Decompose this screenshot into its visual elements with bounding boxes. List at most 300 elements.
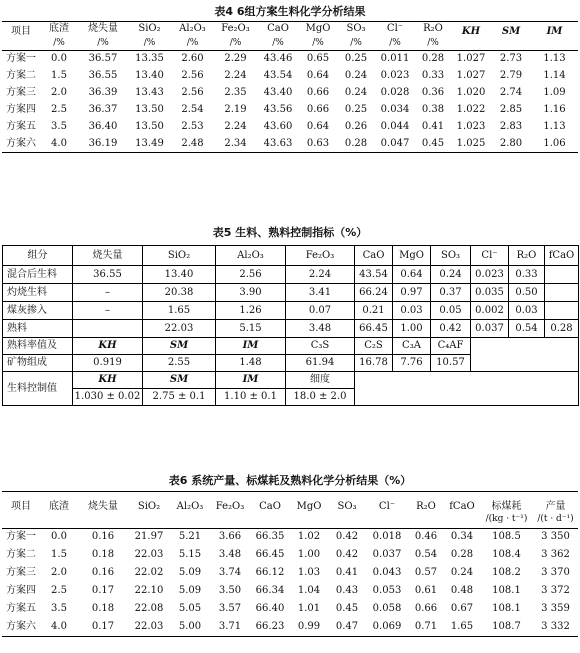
table4-cell: 36.37 (88, 104, 118, 115)
table6-header-unit (170, 512, 210, 528)
table6-header-unit: /(t · d⁻¹) (533, 512, 578, 528)
table4-cell: 2.85 (499, 104, 523, 115)
table5-ratio-value: 16.78 (355, 355, 393, 372)
table5-control-header: IM (216, 372, 286, 389)
table5-cell: 2.56 (216, 266, 286, 284)
table6-cell: 0.058 (372, 603, 402, 614)
table5-header-cell: 烧失量 (73, 246, 143, 266)
table6-row (2, 600, 578, 618)
table4-header-cell: IM (531, 22, 578, 37)
table6-scheme-label: 方案六 (2, 618, 40, 636)
table6-cell: 108.7 (480, 618, 533, 636)
table4-row (2, 85, 578, 102)
table5-header-cell: CaO (355, 246, 393, 266)
table4-cell: 0.044 (380, 121, 410, 132)
table4-cell: 1.06 (531, 136, 578, 153)
table4-cell: 0.28 (337, 136, 375, 153)
table4-header-cell: KH (451, 22, 491, 37)
table5-cell: 0.21 (355, 302, 393, 320)
table6-header-unit (290, 512, 328, 528)
table6-row (2, 546, 578, 564)
table5-cell: 66.24 (355, 284, 393, 302)
table5-empty-cell (355, 372, 579, 406)
table4-cell: 0.65 (306, 53, 330, 65)
table4-header-unit: /% (128, 37, 171, 51)
table4-cell: 2.53 (181, 121, 204, 132)
table4-cell: 1.13 (543, 53, 566, 65)
table6-caption: 表6 系统产量、标煤耗及熟料化学分析结果（%） (168, 474, 412, 487)
table4-cell: 2.56 (181, 70, 204, 81)
table6-cell: 5.09 (178, 585, 202, 596)
table4-cell: 0.25 (344, 104, 368, 115)
table5-caption: 表5 生料、熟料控制指标（%） (212, 226, 368, 239)
table4-caption: 表4 6组方案生料化学分析结果 (214, 5, 366, 18)
table6-cell: 0.71 (408, 618, 444, 636)
table4-cell: 2.83 (499, 121, 523, 132)
table4-cell: 2.60 (181, 53, 204, 65)
table4-scheme-label: 方案二 (6, 70, 36, 81)
table5-ratio-header: SM (143, 338, 216, 355)
table6-row (2, 582, 578, 600)
table4-cell: 2.79 (499, 70, 523, 81)
table6-cell: 66.34 (255, 585, 285, 596)
table5-ratio-value: 0.919 (73, 355, 143, 372)
table6-cell: 2.0 (51, 567, 67, 578)
table5-cell: 0.97 (393, 284, 431, 302)
table6-header-cell: Al₂O₃ (170, 492, 210, 513)
table5-cell: 2.24 (286, 266, 355, 284)
table5-ratio-header-row (3, 338, 579, 355)
table5-ratio-value: 2.55 (143, 355, 216, 372)
table5-ratio-header: C₃S (286, 338, 355, 355)
table6-cell: 3 332 (533, 618, 578, 636)
table6-cell: 0.018 (372, 531, 402, 543)
table5-header-cell: Fe₂O₃ (286, 246, 355, 266)
table6-cell: 1.04 (297, 585, 321, 596)
table6-cell: 0.48 (450, 585, 474, 596)
table4-scheme-label: 方案三 (6, 87, 36, 98)
table6-cell: 3 370 (541, 567, 570, 578)
table6-cell: 3.66 (218, 531, 242, 543)
table6-cell: 0.54 (414, 549, 438, 560)
table5-ratio-header: C₂S (355, 338, 393, 355)
table4-header-cell: R₂O (415, 22, 451, 37)
table6-header-cell: 产量 (533, 492, 578, 513)
table5-cell: 0.035 (471, 284, 509, 302)
table5-ratio-value: 7.76 (393, 355, 431, 372)
table5-cell: 3.48 (286, 320, 355, 338)
table6-cell: 0.043 (372, 567, 402, 578)
table5-row-label: 煤灰掺入 (3, 302, 73, 320)
table4-header-row (2, 22, 578, 37)
table4-header-cell: 底渣 (40, 22, 78, 37)
table6-cell: 108.1 (492, 603, 521, 614)
table5-cell: 0.03 (393, 302, 431, 320)
table6-header-unit (2, 512, 40, 528)
table4-row (2, 68, 578, 85)
table6-cell: 22.10 (134, 585, 164, 596)
table6-cell: 0.45 (335, 603, 359, 614)
table6-cell: 1.01 (297, 603, 321, 614)
table6-scheme-label: 方案四 (6, 585, 36, 596)
table4-cell: 0.63 (299, 136, 337, 153)
table4-cell: 0.38 (421, 104, 445, 115)
table4-cell: 1.027 (456, 70, 486, 81)
table4-cell: 1.020 (456, 87, 486, 98)
table4-cell: 43.54 (263, 70, 293, 81)
table4-cell: 2.24 (224, 121, 247, 132)
table6-cell: 5.09 (178, 567, 202, 578)
table4-header-unit: /% (171, 37, 214, 51)
table4-header-cell: Cl⁻ (375, 22, 415, 37)
table6-cell: 1.00 (297, 549, 321, 560)
table6-cell: 66.40 (255, 603, 285, 614)
table6-cell: 3 350 (541, 531, 570, 543)
table4-cell: 0.41 (421, 121, 445, 132)
table6-cell: 22.02 (134, 567, 164, 578)
table4-header-unit (2, 37, 40, 51)
table4-cell: 1.09 (543, 87, 566, 98)
table6-cell: 3.5 (51, 603, 67, 614)
table6-row (2, 564, 578, 582)
table6-header-cell: MgO (290, 492, 328, 513)
table5-row (3, 302, 579, 320)
table6-cell: 0.18 (91, 603, 115, 614)
table4-scheme-label: 方案五 (6, 121, 36, 132)
table4-row (2, 51, 578, 68)
table5-control-header: KH (73, 372, 143, 389)
table6-cell: 3.71 (210, 618, 250, 636)
table5-cell: – (73, 284, 143, 302)
table4-cell: 36.57 (88, 53, 118, 65)
table4-header-cell: SO₃ (337, 22, 375, 37)
table5-empty-cell (471, 338, 579, 372)
table6-cell: 0.67 (450, 603, 474, 614)
table4-header-unit: /% (40, 37, 78, 51)
table5-ratio-value: 10.57 (431, 355, 471, 372)
table4-cell: 3.5 (51, 121, 67, 132)
table6-cell: 0.28 (450, 549, 474, 560)
table4-cell: 0.64 (306, 70, 330, 81)
table6-cell: 1.03 (297, 567, 321, 578)
table6-header-cell: 烧失量 (78, 492, 128, 513)
table5-cell: 1.65 (143, 302, 216, 320)
table6-cell: 0.053 (372, 585, 402, 596)
table4-cell: 2.48 (171, 136, 214, 153)
table6-cell: 3.74 (218, 567, 242, 578)
table5-row (3, 266, 579, 284)
table5-control-label: 生料控制值 (3, 372, 73, 406)
table4-cell: 43.56 (263, 104, 293, 115)
table5-header-cell: MgO (393, 246, 431, 266)
table4-cell: 0.047 (375, 136, 415, 153)
table6-cell: 0.037 (372, 549, 402, 560)
table4-cell: 2.34 (214, 136, 257, 153)
table4-cell: 13.40 (135, 70, 164, 81)
table4-cell: 4.0 (40, 136, 78, 153)
table6-header-cell: Fe₂O₃ (210, 492, 250, 513)
table4-header-unit: /% (299, 37, 337, 51)
table4-header-cell: Fe₂O₃ (214, 22, 257, 37)
table6-cell: 22.08 (134, 603, 164, 614)
table5-ratio-label: 矿物组成 (3, 355, 73, 372)
table4-cell: 43.63 (257, 136, 299, 153)
table4-scheme-label: 方案一 (6, 53, 36, 65)
table4-cell: 2.74 (499, 87, 523, 98)
table4-cell: 0.011 (380, 53, 410, 65)
table4-cell: 13.43 (135, 87, 164, 98)
table4-header-cell: Al₂O₃ (171, 22, 214, 37)
table5-cell: 0.002 (471, 302, 509, 320)
table6-cell: 5.05 (178, 603, 202, 614)
table5-cell: 0.42 (431, 320, 471, 338)
table6-cell: 0.17 (91, 585, 115, 596)
table4-header-cell: 项目 (2, 22, 40, 37)
table5-control-value: 18.0 ± 2.0 (286, 389, 355, 406)
table5-row-label: 熟料 (3, 320, 73, 338)
table4-header-unit: /% (337, 37, 375, 51)
table6-header-unit (408, 512, 444, 528)
table5-control-header: SM (143, 372, 216, 389)
table4-cell: 1.025 (451, 136, 491, 153)
table6-header-unit (128, 512, 170, 528)
table6-header-cell: R₂O (408, 492, 444, 513)
table6-cell: 0.43 (335, 585, 359, 596)
table6-cell: 0.47 (328, 618, 366, 636)
table4-cell: 1.14 (543, 70, 566, 81)
table5-cell: 0.64 (393, 266, 431, 284)
table6-scheme-label: 方案二 (6, 549, 36, 560)
table5-cell: 0.037 (471, 320, 509, 338)
table4-cell: 0.0 (51, 53, 67, 65)
table4-header-cell: MgO (299, 22, 337, 37)
table5-cell: 0.05 (431, 302, 471, 320)
table4-cell: 0.24 (344, 70, 368, 81)
table4-row (2, 102, 578, 119)
table5-cell: 66.45 (355, 320, 393, 338)
table4-cell: 13.35 (135, 53, 164, 65)
table4-cell: 1.16 (543, 104, 566, 115)
table6-cell: 22.03 (128, 618, 170, 636)
table4-header-cell: CaO (257, 22, 299, 37)
table6-cell: 1.5 (51, 549, 67, 560)
table4-cell: 0.66 (306, 104, 330, 115)
table5-cell: 43.54 (355, 266, 393, 284)
table4-cell: 0.26 (344, 121, 368, 132)
table6-header-cell: SiO₂ (128, 492, 170, 513)
table6-cell: 5.15 (178, 549, 202, 560)
table5-control-header-row (3, 372, 579, 389)
table6-cell: 1.65 (444, 618, 480, 636)
table6 (2, 491, 578, 637)
table4-cell: 43.60 (263, 121, 293, 132)
table6-cell: 0.16 (91, 567, 115, 578)
table5-cell: 0.24 (431, 266, 471, 284)
table4-header-units-row (2, 37, 578, 51)
table5-header-row (3, 246, 579, 266)
table5-cell: 0.023 (471, 266, 509, 284)
table4-header-cell: SiO₂ (128, 22, 171, 37)
table6-header-unit (78, 512, 128, 528)
table4-header-unit: /% (415, 37, 451, 51)
table6-cell: 0.61 (414, 585, 438, 596)
table6-header-cell: Cl⁻ (366, 492, 408, 513)
table6-scheme-label: 方案一 (6, 531, 36, 543)
table4-cell: 43.46 (263, 53, 293, 65)
table4 (2, 21, 578, 153)
table6-header-cell: 底渣 (40, 492, 78, 513)
table6-cell: 0.34 (450, 531, 474, 543)
table4-cell: 36.55 (88, 70, 118, 81)
table4-cell: 1.027 (456, 53, 486, 65)
table4-cell: 2.54 (181, 104, 204, 115)
table5 (2, 245, 579, 406)
table4-cell: 0.28 (421, 53, 445, 65)
table4-header-unit (451, 37, 491, 51)
table4-cell: 13.50 (135, 104, 164, 115)
table5-cell: 20.38 (143, 284, 216, 302)
table6-header-unit (250, 512, 290, 528)
table4-header-unit: /% (214, 37, 257, 51)
table4-cell: 0.66 (306, 87, 330, 98)
table6-cell: 0.41 (335, 567, 359, 578)
table4-header-cell: 烧失量 (78, 22, 128, 37)
table5-row-label: 灼烧生料 (3, 284, 73, 302)
table5-cell: 0.07 (286, 302, 355, 320)
table5-header-cell: SO₃ (431, 246, 471, 266)
table6-header-unit (328, 512, 366, 528)
table5-cell (545, 266, 579, 284)
table4-cell: 2.19 (224, 104, 247, 115)
table4-cell: 1.5 (51, 70, 67, 81)
table6-cell: 3 362 (541, 549, 570, 560)
table6-cell: 3.57 (218, 603, 242, 614)
table5-cell: 22.03 (143, 320, 216, 338)
table6-header-unit (444, 512, 480, 528)
table5-cell: 13.40 (143, 266, 216, 284)
table4-cell: 2.73 (499, 53, 523, 65)
table6-header-unit: /(kg · t⁻¹) (480, 512, 533, 528)
table5-cell (73, 320, 143, 338)
table6-cell: 108.2 (492, 567, 521, 578)
table6-header-cell: 标煤耗 (480, 492, 533, 513)
table6-cell: 108.4 (492, 549, 521, 560)
table5-ratio-header: IM (216, 338, 286, 355)
table4-cell: 0.028 (380, 87, 410, 98)
table4-row (2, 136, 578, 153)
table6-cell: 5.00 (170, 618, 210, 636)
table4-cell: 2.35 (224, 87, 247, 98)
table5-cell: 0.28 (545, 320, 579, 338)
table5-cell: – (73, 302, 143, 320)
table6-cell: 5.21 (178, 531, 202, 543)
table6-header-unit (210, 512, 250, 528)
table4-scheme-label: 方案六 (2, 136, 40, 153)
table4-cell: 2.80 (491, 136, 531, 153)
table6-cell: 3 372 (541, 585, 570, 596)
table6-cell: 66.23 (250, 618, 290, 636)
table6-cell: 66.35 (255, 531, 285, 543)
table5-ratio-header: KH (73, 338, 143, 355)
table4-cell: 0.45 (415, 136, 451, 153)
table4-cell: 2.56 (181, 87, 204, 98)
table5-cell: 0.03 (509, 302, 545, 320)
table5-header-cell: Cl⁻ (471, 246, 509, 266)
table5-ratio-value: 1.48 (216, 355, 286, 372)
table4-cell: 0.25 (344, 53, 368, 65)
table4-header-unit: /% (375, 37, 415, 51)
table6-scheme-label: 方案三 (6, 567, 36, 578)
table4-cell: 1.023 (456, 121, 486, 132)
table6-cell: 3.50 (218, 585, 242, 596)
table5-row-label: 混合后生料 (3, 266, 73, 284)
table6-cell: 108.5 (492, 531, 521, 543)
table5-row (3, 320, 579, 338)
table5-control-value: 2.75 ± 0.1 (143, 389, 216, 406)
table6-cell: 3 359 (541, 603, 570, 614)
table6-cell: 66.12 (255, 567, 285, 578)
table4-cell: 36.19 (78, 136, 128, 153)
table4-header-unit (531, 37, 578, 51)
table4-cell: 1.13 (543, 121, 566, 132)
table6-cell: 1.02 (297, 531, 321, 543)
table6-cell: 0.0 (51, 531, 67, 543)
table5-cell: 36.55 (73, 266, 143, 284)
table4-cell: 2.24 (224, 70, 247, 81)
table6-cell: 3.48 (218, 549, 242, 560)
table4-scheme-label: 方案四 (6, 104, 36, 115)
table6-cell: 0.57 (414, 567, 438, 578)
table5-ratio-label: 熟料率值及 (3, 338, 73, 355)
table5-cell (545, 302, 579, 320)
table5-control-header: 细度 (286, 372, 355, 389)
table6-header-cell: CaO (250, 492, 290, 513)
table6-cell: 0.42 (335, 531, 359, 543)
table4-cell: 43.40 (263, 87, 293, 98)
table6-cell: 22.03 (134, 549, 164, 560)
table6-cell: 66.45 (255, 549, 285, 560)
table4-cell: 0.24 (344, 87, 368, 98)
table5-cell: 0.54 (509, 320, 545, 338)
table4-cell: 0.36 (421, 87, 445, 98)
table5-row (3, 284, 579, 302)
table5-cell: 5.15 (216, 320, 286, 338)
table6-cell: 108.1 (492, 585, 521, 596)
table6-header-units-row (2, 512, 578, 528)
table6-cell: 0.24 (450, 567, 474, 578)
table5-header-cell: 组分 (3, 246, 73, 266)
table4-cell: 13.50 (135, 121, 164, 132)
table4-cell: 0.034 (380, 104, 410, 115)
table5-cell: 0.50 (509, 284, 545, 302)
table6-cell: 0.069 (366, 618, 408, 636)
table5-cell: 1.00 (393, 320, 431, 338)
table5-cell: 3.41 (286, 284, 355, 302)
table6-cell: 0.42 (335, 549, 359, 560)
table5-control-value: 1.030 ± 0.02 (73, 389, 143, 406)
table6-cell: 2.5 (51, 585, 67, 596)
table4-cell: 36.40 (88, 121, 118, 132)
table5-cell (545, 284, 579, 302)
table5-ratio-header: C₃A (393, 338, 431, 355)
table6-row (2, 618, 578, 636)
table6-cell: 0.17 (78, 618, 128, 636)
table6-header-row (2, 492, 578, 513)
table5-control-value: 1.10 ± 0.1 (216, 389, 286, 406)
table6-header-unit (366, 512, 408, 528)
table6-cell: 0.66 (414, 603, 438, 614)
table4-row (2, 119, 578, 136)
